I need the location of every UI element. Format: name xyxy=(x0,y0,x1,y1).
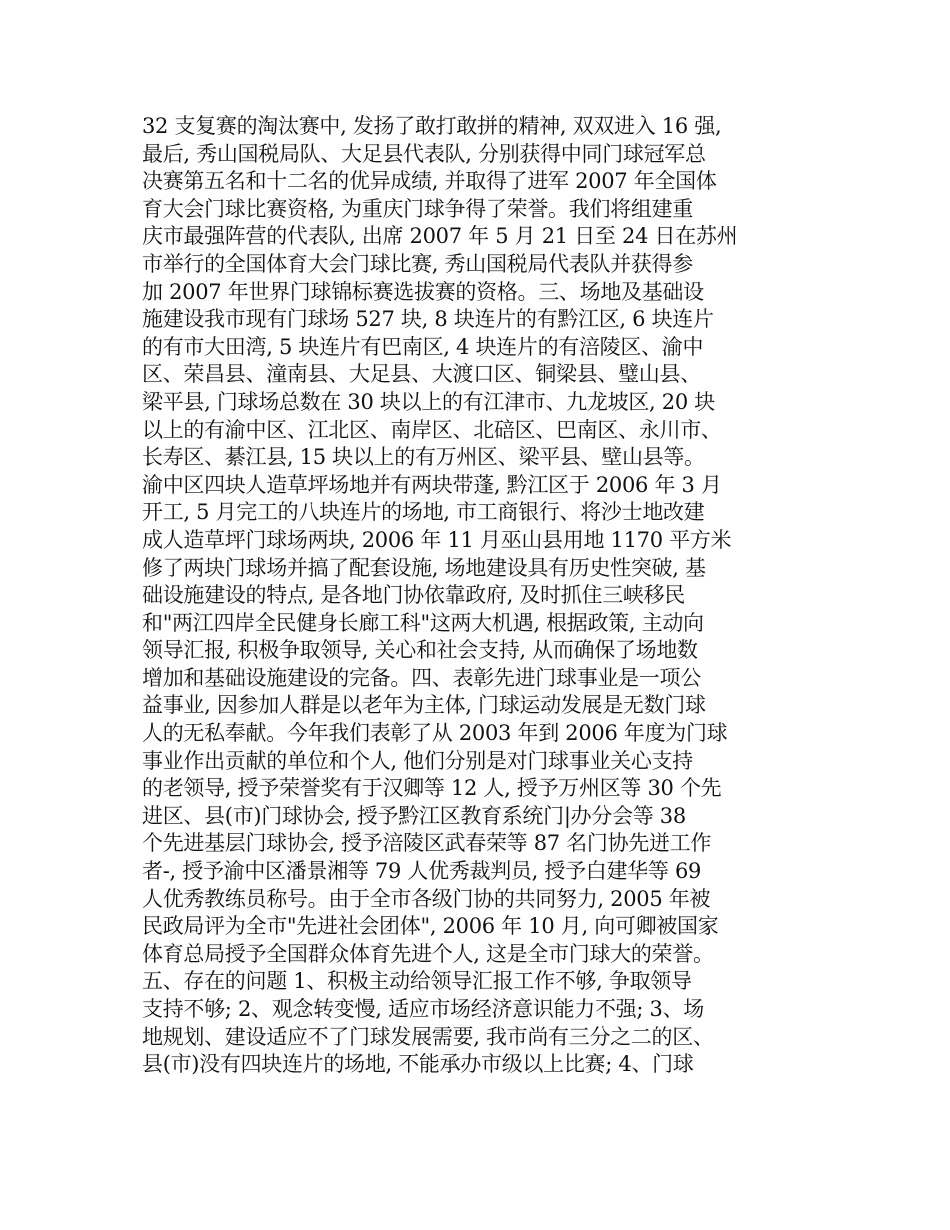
text-line: 长寿区、綦江县, 15 块以上的有万州区、梁平县、壁山县等。 xyxy=(142,445,705,470)
text-line: 的有市大田湾, 5 块连片有巴南区, 4 块连片的有涪陵区、渝中 xyxy=(142,334,704,359)
text-line: 和"两江四岸全民健身长廊工科"这两大机遇, 根据政策, 主动向 xyxy=(142,610,704,635)
body-text xyxy=(142,113,842,1079)
text-line: 县(市)没有四块连片的场地, 不能承办市级以上比赛; 4、门球 xyxy=(142,1052,694,1077)
text-line: 础设施建设的特点, 是各地门协依靠政府, 及时抓住三峡移民 xyxy=(142,583,685,608)
text-line: 区、荣昌县、潼南县、大足县、大渡口区、铜梁县、璧山县、 xyxy=(142,362,701,387)
text-line: 民政局评为全市"先进社会团体", 2006 年 10 月, 向可卿被国家 xyxy=(142,914,719,939)
text-line: 益事业, 因参加人群是以老年为主体, 门球运动发展是无数门球 xyxy=(142,693,706,718)
text-line: 体育总局授予全国群众体育先进个人, 这是全市门球大的荣誉。 xyxy=(142,941,714,966)
text-line: 领导汇报, 积极争取领导, 关心和社会支持, 从而确保了场地数 xyxy=(142,638,698,663)
text-line: 五、存在的问题 1、积极主动给领导汇报工作不够, 争取领导 xyxy=(142,969,692,994)
text-line: 以上的有渝中区、江北区、南岸区、北碚区、巴南区、永川市、 xyxy=(142,417,722,442)
text-line: 成人造草坪门球场两块, 2006 年 11 月巫山县用地 1170 平方米 xyxy=(142,527,732,552)
text-line: 人的无私奉献。今年我们表彰了从 2003 年到 2006 年度为门球 xyxy=(142,721,728,746)
text-line: 梁平县, 门球场总数在 30 块以上的有江津市、九龙坡区, 20 块 xyxy=(142,389,715,414)
text-line: 开工, 5 月完工的八块连片的场地, 市工商银行、将沙士地改建 xyxy=(142,500,705,525)
text-line: 育大会门球比赛资格, 为重庆门球争得了荣誉。我们将组建重 xyxy=(142,196,693,221)
text-line: 修了两块门球场并搞了配套设施, 场地建设具有历史性突破, 基 xyxy=(142,555,706,580)
text-line: 渝中区四块人造草坪场地并有两块带蓬, 黔江区于 2006 年 3 月 xyxy=(142,472,722,497)
text-line: 进区、县(市)门球协会, 授予黔江区教育系统门|办分会等 38 xyxy=(142,803,686,828)
text-line: 决赛第五名和十二名的优异成绩, 并取得了进军 2007 年全国体 xyxy=(142,169,717,194)
text-line: 支持不够; 2、观念转变慢, 适应市场经济意识能力不强; 3、场 xyxy=(142,997,704,1021)
text-line: 施建设我市现有门球场 527 块, 8 块连片的有黔江区, 6 块连片 xyxy=(142,307,714,332)
text-line: 事业作出贡献的单位和个人, 他们分别是对门球事业关心支持 xyxy=(142,748,693,773)
text-line: 增加和基础设施建设的完备。四、表彰先进门球事业是一项公 xyxy=(142,665,701,690)
text-line: 最后, 秀山国税局队、大足县代表队, 分别获得中同门球冠军总 xyxy=(142,141,706,166)
text-line: 庆市最强阵营的代表队, 出席 2007 年 5 月 21 日至 24 日在苏州 xyxy=(142,224,738,249)
text-line: 者-, 授予渝中区潘景湘等 79 人优秀裁判员, 授予白建华等 69 xyxy=(142,859,702,884)
text-line: 的老领导, 授予荣誉奖有于汉卿等 12 人, 授予万州区等 30 个先 xyxy=(142,776,722,801)
text-line: 人优秀教练员称号。由于全市各级门协的共同努力, 2005 年被 xyxy=(142,886,711,911)
text-line: 地规划、建设适应不了门球发展需要, 我市尚有三分之二的区、 xyxy=(142,1024,714,1049)
text-line: 市举行的全国体育大会门球比赛, 秀山国税局代表队并获得参 xyxy=(142,251,693,276)
text-line: 个先进基层门球协会, 授予涪陵区武春荣等 87 名门协先迸工作 xyxy=(142,831,712,856)
text-line: 加 2007 年世界门球锦标赛选拔赛的资格。三、场地及基础设 xyxy=(142,279,704,304)
text-line: 32 支复赛的淘汰赛中, 发扬了敢打敢拼的精神, 双双进入 16 强, xyxy=(142,114,722,138)
